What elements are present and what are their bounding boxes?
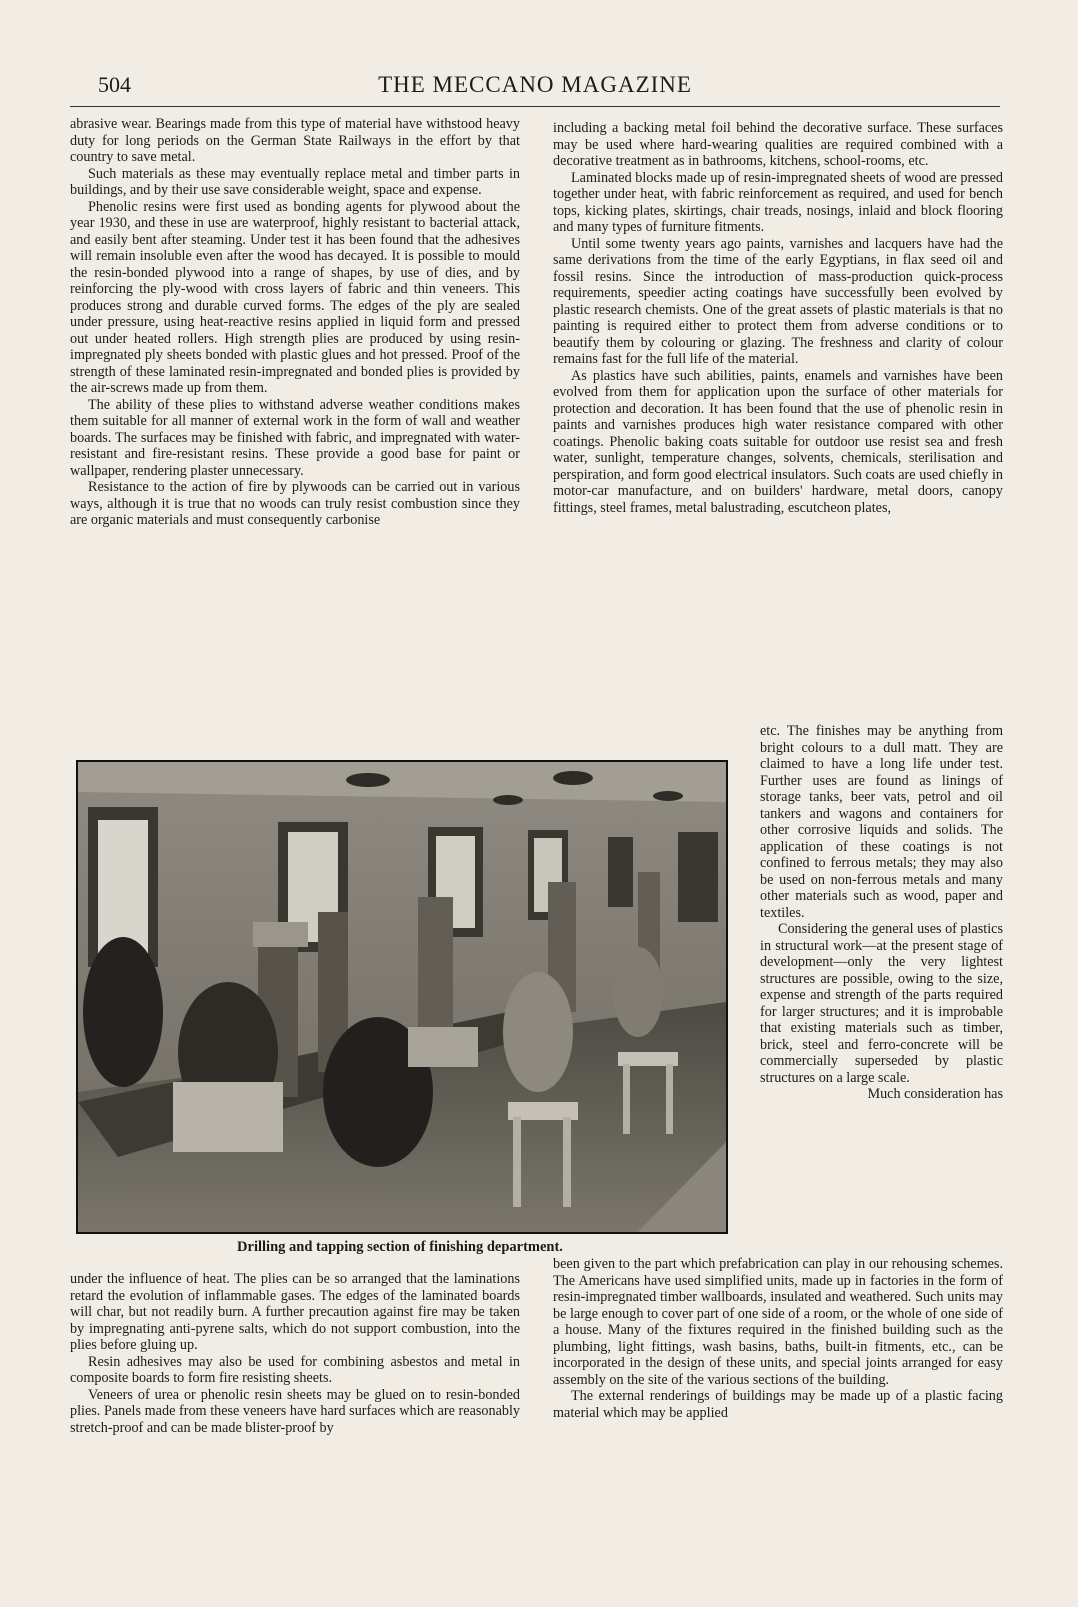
paragraph: abrasive wear. Bearings made from this type of material have withstood heavy duty for long periods on the German State Railways in the effort by that country to save metal. bbox=[70, 116, 520, 165]
header-rule bbox=[70, 106, 1000, 107]
paragraph: Veneers of urea or phenolic resin sheets may be glued on to resin-bonded plies. Panels made from these veneers have hard surfaces which are reasonably stretch-proof and can be made blister-proof by bbox=[70, 1386, 520, 1436]
paragraph: As plastics have such abilities, paints, enamels and varnishes have been evolved from them for application upon the surface of other materials for protection and decoration. It has been found that the use of phenolic resin in paints and varnishes produces high water resistance compared with other coatings. Phenolic baking coats suitable for outdoor use resist sea and fresh water, sunlight, temperature changes, solvents, chemicals, sterilisation and perspiration, and form good electrical insulators. Such coats are used chiefly in motor-car manufacture, and on builders' hardware, metal doors, canopy fittings, steel frames, metal balustrading, escutcheon plates, bbox=[553, 367, 1003, 516]
page-number: 504 bbox=[98, 72, 131, 97]
paragraph: The ability of these plies to withstand adverse weather conditions makes them suitable for all manner of external work in the form of wall and weather boards. The surfaces may be finished with fabric, and impregnated with water-resistant and fire-resistant resins. These provide a good base for paint or wallpaper, rendering plaster unnecessary. bbox=[70, 396, 520, 479]
column-right-top bbox=[553, 120, 1003, 516]
photo-caption: Drilling and tapping section of finishing department. bbox=[237, 1239, 563, 1255]
paragraph: Much consideration has bbox=[867, 1086, 1003, 1102]
magazine-title: THE MECCANO MAGAZINE bbox=[378, 72, 692, 97]
factory-photo bbox=[76, 760, 728, 1234]
paragraph: etc. The finishes may be anything from bright colours to a dull matt. They are claimed to have a long life under test. Further uses are found as linings of storage tanks, beer vats, petrol and oil tankers and wagons and containers for other corrosive liquids and solids. The application of these coatings is not confined to ferrous metals; they may also be used on non-ferrous metals and many other materials such as wood, paper and textiles. bbox=[760, 723, 1003, 921]
paragraph: under the influence of heat. The plies can be so arranged that the laminations retard the evolution of inflammable gases. The edges of the laminated boards will char, but not readily burn. A further precaution against fire may be taken by impregnating anti-pyrene salts, which do not support combustion, into the plies before gluing up. bbox=[70, 1271, 520, 1353]
column-right-narrow bbox=[760, 723, 1003, 1103]
column-left-bottom bbox=[70, 1271, 520, 1436]
paragraph: Until some twenty years ago paints, varnishes and lacquers have had the same derivations from the time of the early Egyptians, in flax seed oil and fossil resins. Since the introduction of mass-production quick-process requirements, speedier acting coatings have successfully been evolved by plastic research chemists. One of the great assets of plastic materials is that no painting is required either to protect them from adverse conditions or to beautify them by colouring or glazing. The freshness and clarity of colour remains fast for the full life of the material. bbox=[553, 235, 1003, 367]
column-right-bottom bbox=[553, 1256, 1003, 1421]
column-left-top bbox=[70, 116, 520, 529]
paragraph: Resistance to the action of fire by plywoods can be carried out in various ways, although it is true that no woods can truly resist combustion since they are organic materials and must consequently carbonise bbox=[70, 479, 520, 528]
factory-photo-image bbox=[78, 762, 726, 1232]
page-header bbox=[70, 72, 1000, 102]
paragraph: Considering the general uses of plastics in structural work—at the present stage of development—only the very lightest structures are possible, owing to the size, expense and strength of the parts required for larger structures; and it is improbable that existing materials such as timber, brick, steel and ferro-concrete will be commercially superseded by plastic structures on a large scale. bbox=[760, 921, 1003, 1086]
paragraph: Phenolic resins were first used as bonding agents for plywood about the year 1930, and these in use are waterproof, highly resistant to bacterial attack, and easily bent after steaming. Under test it has been found that the adhesives will remain insoluble even after the wood has decayed. It is possible to mould the resin-bonded plywood into a range of shapes, by use of dies, and by reinforcing the ply-wood with cross layers of fabric and thin veneers. This produces strong and durable curved forms. The edges of the ply are sealed under pressure, using heat-reactive resins applied in liquid form and pressed out under heated rollers. High strength plies are produced by using resin-impregnated ply sheets bonded with plastic glues and hot pressed. Proof of the strength of these laminated resin-impregnated and bonded plies is provided by the air-screws made up from them. bbox=[70, 198, 520, 396]
paragraph: Laminated blocks made up of resin-impregnated sheets of wood are pressed together under heat, with fabric reinforcement as required, and used for bench tops, kicking plates, skirtings, chair treads, nosings, inlaid and block flooring and many types of furniture fitments. bbox=[553, 169, 1003, 235]
paragraph: Resin adhesives may also be used for combining asbestos and metal in composite boards to form fire resisting sheets. bbox=[70, 1353, 520, 1386]
paragraph: including a backing metal foil behind the decorative surface. These surfaces may be used where hard-wearing qualities are required combined with a decorative treatment as in bathrooms, kitchens, school-rooms, etc. bbox=[553, 120, 1003, 169]
paragraph: The external renderings of buildings may be made up of a plastic facing material which may be applied bbox=[553, 1388, 1003, 1421]
paragraph: Such materials as these may eventually replace metal and timber parts in buildings, and by their use save considerable weight, space and expense. bbox=[70, 165, 520, 198]
paragraph: been given to the part which prefabrication can play in our rehousing schemes. The Americans have used simplified units, made up in factories in the form of resin-impregnated timber wallboards, insulated and weathered. Such units may be large enough to cover part of one side of a room, or the whole of one side of a house. Many of the fixtures required in the finished building such as the plumbing, light fittings, wash basins, baths, built-in fitments, etc., can be incorporated in the design of these units, and special joints arranged for easy assembly on the site of the various sections of the building. bbox=[553, 1256, 1003, 1388]
